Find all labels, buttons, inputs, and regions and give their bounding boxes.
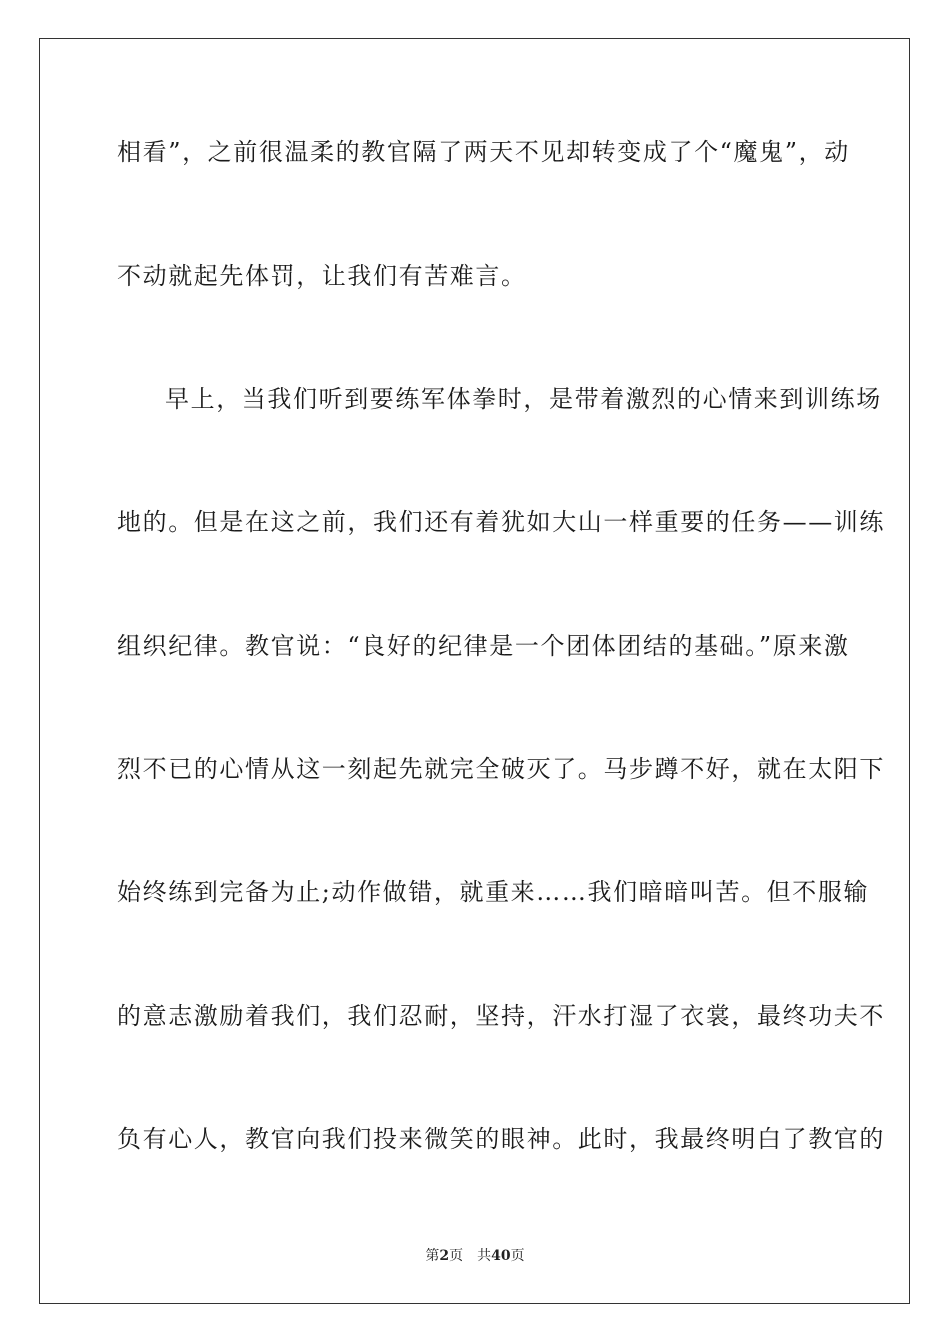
body-text-line-4: 地的。但是在这之前，我们还有着犹如大山一样重要的任务——训练	[117, 508, 885, 536]
body-text-line-7: 始终练到完备为止;动作做错，就重来……我们暗暗叫苦。但不服输	[117, 878, 870, 906]
page-border	[39, 38, 910, 1304]
page-footer	[0, 1247, 950, 1265]
body-text-line-9: 负有心人，教官向我们投来微笑的眼神。此时，我最终明白了教官的	[117, 1125, 885, 1153]
body-text-line-2: 不动就起先体罚，让我们有苦难言。	[117, 262, 527, 290]
body-text-line-5: 组织纪律。教官说：“良好的纪律是一个团体团结的基础。”原来激	[117, 632, 850, 660]
body-text-line-1: 相看”，之前很温柔的教官隔了两天不见却转变成了个“魔鬼”，动	[117, 138, 850, 166]
page-total: 共40页	[477, 1248, 525, 1264]
body-text-line-3: 早上，当我们听到要练军体拳时，是带着激烈的心情来到训练场	[165, 385, 882, 413]
page-number: 第2页	[425, 1248, 464, 1264]
body-text-line-8: 的意志激励着我们，我们忍耐，坚持，汗水打湿了衣裳，最终功夫不	[117, 1002, 885, 1030]
body-text-line-6: 烈不已的心情从这一刻起先就完全破灭了。马步蹲不好，就在太阳下	[117, 755, 885, 783]
